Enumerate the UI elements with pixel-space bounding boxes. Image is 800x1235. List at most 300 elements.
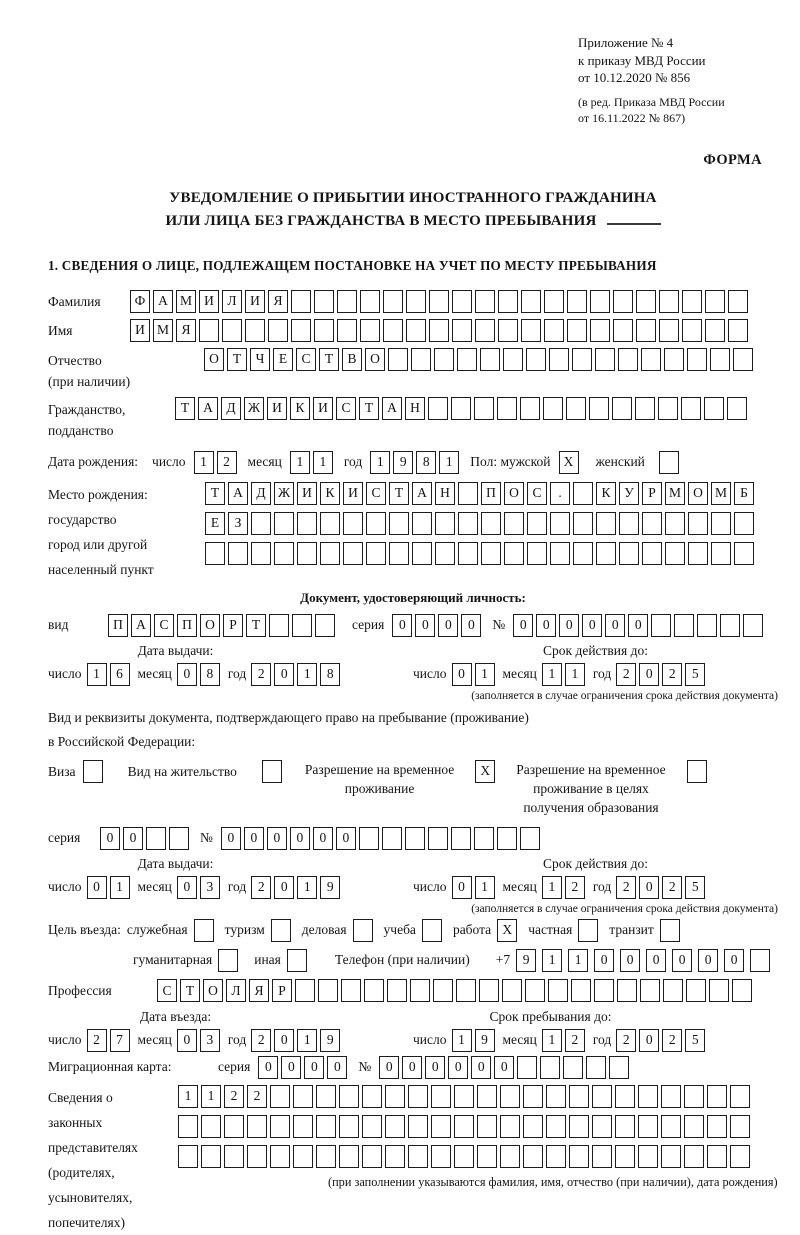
char-cell[interactable] <box>297 542 317 565</box>
char-cell[interactable]: Л <box>222 290 242 313</box>
char-cell[interactable] <box>705 319 725 342</box>
char-cell[interactable]: 2 <box>251 876 271 899</box>
char-cell[interactable] <box>343 542 363 565</box>
char-cell[interactable]: В <box>342 348 362 371</box>
char-cell[interactable] <box>661 1145 681 1168</box>
char-cell[interactable] <box>318 979 338 1002</box>
char-cell[interactable] <box>571 979 591 1002</box>
char-cell[interactable]: 0 <box>594 949 614 972</box>
char-cell[interactable] <box>566 397 586 420</box>
char-cell[interactable] <box>251 512 271 535</box>
char-cell[interactable] <box>431 1145 451 1168</box>
char-cell[interactable]: 0 <box>448 1056 468 1079</box>
char-cell[interactable] <box>730 1115 750 1138</box>
char-cell[interactable] <box>733 348 753 371</box>
char-cell[interactable]: 2 <box>616 1029 636 1052</box>
char-cell[interactable] <box>720 614 740 637</box>
char-cell[interactable] <box>573 482 593 505</box>
char-cell[interactable]: 9 <box>320 876 340 899</box>
char-cell[interactable]: 0 <box>336 827 356 850</box>
char-cell[interactable]: С <box>296 348 316 371</box>
char-cell[interactable] <box>659 290 679 313</box>
char-cell[interactable] <box>594 979 614 1002</box>
char-cell[interactable]: З <box>228 512 248 535</box>
char-cell[interactable] <box>383 319 403 342</box>
char-cell[interactable] <box>433 979 453 1002</box>
char-cell[interactable] <box>359 827 379 850</box>
char-cell[interactable] <box>337 290 357 313</box>
char-cell[interactable] <box>659 451 679 474</box>
char-cell[interactable] <box>638 1085 658 1108</box>
char-cell[interactable] <box>569 1085 589 1108</box>
char-cell[interactable]: О <box>204 348 224 371</box>
char-cell[interactable] <box>684 1145 704 1168</box>
char-cell[interactable]: С <box>157 979 177 1002</box>
char-cell[interactable] <box>498 290 518 313</box>
char-cell[interactable]: 1 <box>475 876 495 899</box>
char-cell[interactable]: 1 <box>542 876 562 899</box>
char-cell[interactable]: 2 <box>224 1085 244 1108</box>
char-cell[interactable] <box>615 1145 635 1168</box>
char-cell[interactable] <box>711 512 731 535</box>
char-cell[interactable]: 1 <box>475 663 495 686</box>
char-cell[interactable] <box>635 397 655 420</box>
char-cell[interactable] <box>337 319 357 342</box>
char-cell[interactable] <box>682 319 702 342</box>
char-cell[interactable] <box>385 1145 405 1168</box>
char-cell[interactable]: Р <box>223 614 243 637</box>
char-cell[interactable]: 1 <box>87 663 107 686</box>
char-cell[interactable] <box>295 979 315 1002</box>
char-cell[interactable] <box>297 512 317 535</box>
char-cell[interactable]: 0 <box>582 614 602 637</box>
char-cell[interactable] <box>544 319 564 342</box>
char-cell[interactable]: 1 <box>452 1029 472 1052</box>
char-cell[interactable] <box>707 1085 727 1108</box>
char-cell[interactable] <box>435 512 455 535</box>
char-cell[interactable] <box>199 319 219 342</box>
char-cell[interactable]: Я <box>249 979 269 1002</box>
char-cell[interactable]: 8 <box>320 663 340 686</box>
char-cell[interactable]: Т <box>180 979 200 1002</box>
char-cell[interactable] <box>293 1085 313 1108</box>
char-cell[interactable]: 3 <box>200 1029 220 1052</box>
char-cell[interactable]: 0 <box>646 949 666 972</box>
char-cell[interactable] <box>320 512 340 535</box>
char-cell[interactable] <box>596 512 616 535</box>
char-cell[interactable] <box>341 979 361 1002</box>
char-cell[interactable] <box>521 290 541 313</box>
char-cell[interactable]: 1 <box>297 1029 317 1052</box>
char-cell[interactable] <box>245 319 265 342</box>
char-cell[interactable] <box>569 1115 589 1138</box>
char-cell[interactable] <box>382 827 402 850</box>
char-cell[interactable] <box>457 348 477 371</box>
char-cell[interactable] <box>314 319 334 342</box>
char-cell[interactable]: 1 <box>110 876 130 899</box>
char-cell[interactable] <box>521 319 541 342</box>
char-cell[interactable] <box>709 979 729 1002</box>
char-cell[interactable] <box>475 319 495 342</box>
char-cell[interactable]: 0 <box>605 614 625 637</box>
char-cell[interactable] <box>638 1115 658 1138</box>
char-cell[interactable] <box>500 1085 520 1108</box>
char-cell[interactable] <box>270 1145 290 1168</box>
char-cell[interactable]: 0 <box>274 663 294 686</box>
char-cell[interactable]: 5 <box>685 1029 705 1052</box>
char-cell[interactable] <box>454 1115 474 1138</box>
char-cell[interactable] <box>641 348 661 371</box>
char-cell[interactable]: 2 <box>217 451 237 474</box>
char-cell[interactable]: О <box>688 482 708 505</box>
char-cell[interactable]: Д <box>221 397 241 420</box>
char-cell[interactable] <box>544 290 564 313</box>
char-cell[interactable] <box>734 512 754 535</box>
char-cell[interactable] <box>665 512 685 535</box>
char-cell[interactable] <box>615 1085 635 1108</box>
char-cell[interactable] <box>201 1115 221 1138</box>
char-cell[interactable]: Т <box>205 482 225 505</box>
char-cell[interactable] <box>454 1085 474 1108</box>
char-cell[interactable]: 1 <box>568 949 588 972</box>
char-cell[interactable]: 0 <box>177 876 197 899</box>
char-cell[interactable] <box>707 1115 727 1138</box>
char-cell[interactable]: 0 <box>672 949 692 972</box>
char-cell[interactable]: И <box>297 482 317 505</box>
char-cell[interactable] <box>710 348 730 371</box>
char-cell[interactable] <box>362 1145 382 1168</box>
char-cell[interactable] <box>727 397 747 420</box>
char-cell[interactable] <box>612 397 632 420</box>
char-cell[interactable] <box>707 1145 727 1168</box>
char-cell[interactable]: И <box>130 319 150 342</box>
char-cell[interactable] <box>688 512 708 535</box>
char-cell[interactable] <box>353 919 373 942</box>
char-cell[interactable]: 8 <box>416 451 436 474</box>
char-cell[interactable] <box>458 542 478 565</box>
char-cell[interactable]: 0 <box>392 614 412 637</box>
char-cell[interactable] <box>619 512 639 535</box>
char-cell[interactable] <box>224 1145 244 1168</box>
char-cell[interactable]: Т <box>359 397 379 420</box>
char-cell[interactable]: Е <box>273 348 293 371</box>
char-cell[interactable] <box>687 760 707 783</box>
char-cell[interactable] <box>550 542 570 565</box>
char-cell[interactable] <box>360 319 380 342</box>
char-cell[interactable] <box>262 760 282 783</box>
char-cell[interactable]: К <box>596 482 616 505</box>
char-cell[interactable] <box>596 542 616 565</box>
char-cell[interactable]: Р <box>642 482 662 505</box>
char-cell[interactable]: 0 <box>177 1029 197 1052</box>
char-cell[interactable]: 0 <box>698 949 718 972</box>
char-cell[interactable]: 2 <box>662 876 682 899</box>
char-cell[interactable] <box>218 949 238 972</box>
char-cell[interactable]: 0 <box>402 1056 422 1079</box>
char-cell[interactable] <box>550 512 570 535</box>
char-cell[interactable] <box>169 827 189 850</box>
char-cell[interactable] <box>687 348 707 371</box>
char-cell[interactable] <box>479 979 499 1002</box>
char-cell[interactable] <box>477 1085 497 1108</box>
char-cell[interactable]: 0 <box>425 1056 445 1079</box>
char-cell[interactable] <box>567 290 587 313</box>
char-cell[interactable] <box>527 512 547 535</box>
char-cell[interactable] <box>586 1056 606 1079</box>
char-cell[interactable] <box>178 1115 198 1138</box>
char-cell[interactable]: О <box>504 482 524 505</box>
char-cell[interactable]: Ф <box>130 290 150 313</box>
char-cell[interactable]: П <box>108 614 128 637</box>
char-cell[interactable]: 6 <box>110 663 130 686</box>
char-cell[interactable] <box>366 542 386 565</box>
char-cell[interactable] <box>592 1115 612 1138</box>
char-cell[interactable]: О <box>203 979 223 1002</box>
char-cell[interactable]: Т <box>319 348 339 371</box>
char-cell[interactable] <box>527 542 547 565</box>
char-cell[interactable]: 2 <box>247 1085 267 1108</box>
char-cell[interactable]: Л <box>226 979 246 1002</box>
char-cell[interactable]: 7 <box>110 1029 130 1052</box>
char-cell[interactable]: Е <box>205 512 225 535</box>
char-cell[interactable]: 0 <box>304 1056 324 1079</box>
char-cell[interactable] <box>385 1085 405 1108</box>
char-cell[interactable]: 0 <box>628 614 648 637</box>
char-cell[interactable]: П <box>177 614 197 637</box>
char-cell[interactable]: 9 <box>475 1029 495 1052</box>
char-cell[interactable]: 0 <box>244 827 264 850</box>
char-cell[interactable] <box>475 290 495 313</box>
char-cell[interactable] <box>477 1115 497 1138</box>
char-cell[interactable]: 0 <box>452 663 472 686</box>
char-cell[interactable]: 5 <box>685 876 705 899</box>
char-cell[interactable]: 2 <box>616 876 636 899</box>
char-cell[interactable] <box>523 1145 543 1168</box>
char-cell[interactable]: С <box>366 482 386 505</box>
char-cell[interactable] <box>563 1056 583 1079</box>
char-cell[interactable]: Ч <box>250 348 270 371</box>
char-cell[interactable] <box>590 290 610 313</box>
char-cell[interactable] <box>406 290 426 313</box>
char-cell[interactable]: М <box>153 319 173 342</box>
char-cell[interactable]: 5 <box>685 663 705 686</box>
char-cell[interactable] <box>456 979 476 1002</box>
char-cell[interactable] <box>269 614 289 637</box>
char-cell[interactable] <box>619 542 639 565</box>
char-cell[interactable] <box>728 319 748 342</box>
char-cell[interactable] <box>477 1145 497 1168</box>
char-cell[interactable]: 0 <box>471 1056 491 1079</box>
char-cell[interactable] <box>474 397 494 420</box>
char-cell[interactable] <box>651 614 671 637</box>
char-cell[interactable] <box>339 1085 359 1108</box>
char-cell[interactable] <box>500 1145 520 1168</box>
char-cell[interactable]: 1 <box>565 663 585 686</box>
char-cell[interactable]: П <box>481 482 501 505</box>
char-cell[interactable] <box>661 1115 681 1138</box>
char-cell[interactable] <box>520 397 540 420</box>
char-cell[interactable] <box>271 919 291 942</box>
char-cell[interactable]: Б <box>734 482 754 505</box>
char-cell[interactable] <box>178 1145 198 1168</box>
char-cell[interactable] <box>293 1115 313 1138</box>
char-cell[interactable] <box>343 512 363 535</box>
char-cell[interactable]: А <box>153 290 173 313</box>
char-cell[interactable]: У <box>619 482 639 505</box>
char-cell[interactable] <box>734 542 754 565</box>
char-cell[interactable] <box>504 512 524 535</box>
char-cell[interactable] <box>293 1145 313 1168</box>
char-cell[interactable]: 3 <box>200 876 220 899</box>
char-cell[interactable] <box>526 348 546 371</box>
char-cell[interactable]: 0 <box>258 1056 278 1079</box>
char-cell[interactable]: 0 <box>639 1029 659 1052</box>
char-cell[interactable] <box>362 1115 382 1138</box>
char-cell[interactable] <box>316 1145 336 1168</box>
char-cell[interactable] <box>339 1115 359 1138</box>
char-cell[interactable]: Ж <box>274 482 294 505</box>
char-cell[interactable] <box>428 397 448 420</box>
char-cell[interactable]: М <box>176 290 196 313</box>
char-cell[interactable] <box>474 827 494 850</box>
char-cell[interactable] <box>613 319 633 342</box>
char-cell[interactable]: 1 <box>370 451 390 474</box>
char-cell[interactable]: С <box>527 482 547 505</box>
char-cell[interactable] <box>451 397 471 420</box>
char-cell[interactable] <box>388 348 408 371</box>
char-cell[interactable] <box>410 979 430 1002</box>
char-cell[interactable]: 0 <box>87 876 107 899</box>
char-cell[interactable] <box>523 1085 543 1108</box>
char-cell[interactable]: 1 <box>297 663 317 686</box>
char-cell[interactable]: 1 <box>178 1085 198 1108</box>
char-cell[interactable]: И <box>343 482 363 505</box>
char-cell[interactable] <box>387 979 407 1002</box>
char-cell[interactable] <box>316 1115 336 1138</box>
char-cell[interactable] <box>705 290 725 313</box>
char-cell[interactable]: Д <box>251 482 271 505</box>
char-cell[interactable]: Н <box>405 397 425 420</box>
char-cell[interactable]: 0 <box>274 876 294 899</box>
char-cell[interactable]: 0 <box>267 827 287 850</box>
char-cell[interactable]: И <box>267 397 287 420</box>
char-cell[interactable]: 0 <box>559 614 579 637</box>
char-cell[interactable] <box>636 290 656 313</box>
char-cell[interactable]: 0 <box>494 1056 514 1079</box>
char-cell[interactable]: 2 <box>662 663 682 686</box>
char-cell[interactable] <box>408 1085 428 1108</box>
char-cell[interactable] <box>452 290 472 313</box>
char-cell[interactable] <box>247 1145 267 1168</box>
char-cell[interactable] <box>228 542 248 565</box>
char-cell[interactable]: М <box>711 482 731 505</box>
char-cell[interactable]: X <box>475 760 495 783</box>
char-cell[interactable]: 0 <box>379 1056 399 1079</box>
char-cell[interactable] <box>523 1115 543 1138</box>
char-cell[interactable] <box>674 614 694 637</box>
char-cell[interactable]: 0 <box>290 827 310 850</box>
char-cell[interactable]: Т <box>175 397 195 420</box>
char-cell[interactable]: 0 <box>221 827 241 850</box>
char-cell[interactable] <box>636 319 656 342</box>
char-cell[interactable] <box>684 1085 704 1108</box>
char-cell[interactable] <box>688 542 708 565</box>
char-cell[interactable] <box>270 1115 290 1138</box>
char-cell[interactable]: 0 <box>438 614 458 637</box>
char-cell[interactable]: 1 <box>542 949 562 972</box>
char-cell[interactable] <box>362 1085 382 1108</box>
char-cell[interactable] <box>498 319 518 342</box>
char-cell[interactable]: С <box>336 397 356 420</box>
char-cell[interactable]: 0 <box>274 1029 294 1052</box>
char-cell[interactable] <box>315 614 335 637</box>
char-cell[interactable] <box>360 290 380 313</box>
char-cell[interactable]: Т <box>389 482 409 505</box>
char-cell[interactable]: И <box>313 397 333 420</box>
char-cell[interactable] <box>412 542 432 565</box>
char-cell[interactable]: С <box>154 614 174 637</box>
char-cell[interactable] <box>83 760 103 783</box>
char-cell[interactable] <box>573 542 593 565</box>
char-cell[interactable]: И <box>199 290 219 313</box>
char-cell[interactable] <box>500 1115 520 1138</box>
char-cell[interactable]: Ж <box>244 397 264 420</box>
char-cell[interactable] <box>287 949 307 972</box>
char-cell[interactable]: 0 <box>536 614 556 637</box>
char-cell[interactable] <box>613 290 633 313</box>
char-cell[interactable] <box>567 319 587 342</box>
char-cell[interactable] <box>589 397 609 420</box>
char-cell[interactable] <box>428 827 448 850</box>
char-cell[interactable]: . <box>550 482 570 505</box>
char-cell[interactable]: М <box>665 482 685 505</box>
char-cell[interactable] <box>454 1145 474 1168</box>
char-cell[interactable]: 1 <box>439 451 459 474</box>
char-cell[interactable]: Я <box>176 319 196 342</box>
char-cell[interactable]: 2 <box>565 1029 585 1052</box>
char-cell[interactable] <box>543 397 563 420</box>
char-cell[interactable]: 2 <box>616 663 636 686</box>
char-cell[interactable] <box>548 979 568 1002</box>
char-cell[interactable] <box>429 319 449 342</box>
char-cell[interactable]: А <box>131 614 151 637</box>
char-cell[interactable] <box>642 512 662 535</box>
char-cell[interactable] <box>569 1145 589 1168</box>
char-cell[interactable] <box>638 1145 658 1168</box>
char-cell[interactable]: О <box>200 614 220 637</box>
char-cell[interactable]: 8 <box>200 663 220 686</box>
char-cell[interactable]: 2 <box>662 1029 682 1052</box>
char-cell[interactable] <box>525 979 545 1002</box>
char-cell[interactable]: 0 <box>620 949 640 972</box>
char-cell[interactable] <box>573 512 593 535</box>
char-cell[interactable] <box>429 290 449 313</box>
char-cell[interactable] <box>615 1115 635 1138</box>
char-cell[interactable] <box>406 319 426 342</box>
char-cell[interactable]: А <box>198 397 218 420</box>
char-cell[interactable]: 2 <box>565 876 585 899</box>
char-cell[interactable] <box>728 290 748 313</box>
char-cell[interactable] <box>665 542 685 565</box>
char-cell[interactable]: А <box>412 482 432 505</box>
char-cell[interactable] <box>389 542 409 565</box>
char-cell[interactable] <box>686 979 706 1002</box>
char-cell[interactable]: 2 <box>87 1029 107 1052</box>
char-cell[interactable] <box>480 348 500 371</box>
char-cell[interactable] <box>517 1056 537 1079</box>
char-cell[interactable] <box>274 542 294 565</box>
char-cell[interactable] <box>383 290 403 313</box>
